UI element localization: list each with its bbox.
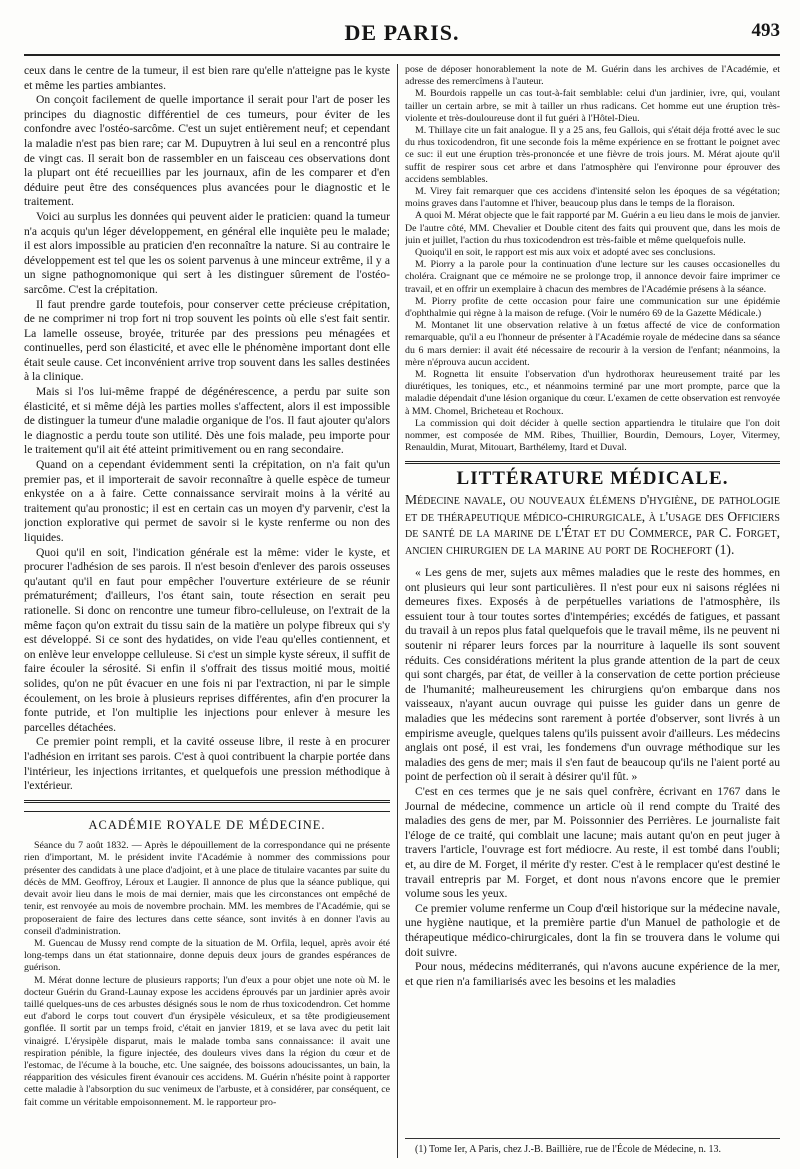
paragraph: Mais si l'os lui-même frappé de dégénérescence, a perdu par suite son élasticité, et si même déjà les parties molles s'affectent, alors il est impossible de distinguer la tumeur d'une maladie organique de l'os. Il faut ajouter qu'alors le diagnostic a perdu toute son utilité. Dès une fois malade, peu importe pour le traitement qu'il ait été atteint primitivement ou en rang secondaire.	[24, 385, 390, 457]
paragraph: Séance du 7 août 1832. — Après le dépouillement de la correspondance qui ne présente rien d'important, M. le président invite l'Académie à nommer des commissions pour présenter des candidats à une place d'adjoint, et à une place de titulaire vacantes par suite du décès de MM. Geoffroy, Léroux et Laugier. Il annonce de plus que la séance publique, qui devait avoir lieu dans le mois de mai dernier, mais que les circonstances ont empêché de tenir, est renvoyée au mois de novembre prochain. MM. les membres de l'Académie, qui se proposeraient de faire des lectures dans cette séance, sont invités à en donner l'avis au conseil d'administration.	[24, 840, 390, 937]
paragraph: Quoi qu'il en soit, l'indication générale est la même: vider le kyste, et procurer l'adhésion de ses parois. Il n'est besoin d'enlever des parois osseuses qu'autant qu'il en faut pour empêcher l'ouverture extérieure de se réunir prématurément; d'ailleurs, l'os étant sain, toute résection en serait peu rationelle. Si donc on rencontre une tumeur fibro-celluleuse, on l'extrait de la même façon qu'on extrait du tissu sain de la matière un polype fibreux qui s'y est développé. Si ce sont des hydatides, on vide l'eau qu'elles contiennent, et on enlève leur enveloppe celluleuse. Si c'est un simple kyste séreux, il suffit de faire écouler la sérosité. Si enfin il s'offrait des tissus moitié mous, moitié solides, qu'on ne pût évacuer en une fois ni par l'extraction, ni par le simple écoulement, on les broie à plusieurs reprises différentes, afin d'en procurer la fonte putride, et l'on multiplie les injections pour enlever à mesure les parcelles détachées.	[24, 545, 390, 734]
paragraph: Quand on a cependant évidemment senti la crépitation, on n'a fait qu'un premier pas, et il importerait de savoir reconnaître à quelle espèce de tumeur enkystée on a à faire. Cette connaissance servirait moins à la vérité au traitement qu'au pronostic; il est en certain cas un moyen d'y parvenir, c'est la jonction explorative qui permet de savoir si le kyste renferme ou non des liquides.	[24, 458, 390, 544]
paragraph: M. Piorry profite de cette occasion pour faire une communication sur une épidémie d'ophthalmie qui règne à la maison de refuge. (Voir le numéro 69 de la Gazette Médicale.)	[405, 295, 780, 320]
paragraph: Ce premier volume renferme un Coup d'œil historique sur la médecine navale, une hygiène nautique, et la première partie d'un Manuel de pathologie et de thérapeutique médico-chirurgicales, dont la fin se trouvera dans le volume qui doit suivre.	[405, 901, 780, 959]
page-header	[24, 10, 780, 56]
section-divider	[405, 461, 780, 464]
paragraph: La commission qui doit décider à quelle section appartiendra le titulaire que l'on doit nommer, est composée de MM. Ribes, Thuillier, Bourdin, Demours, Loyer, Vitermey, Renauldin, Murat, Mitouart, Barthélemy, Itard et Duval.	[405, 417, 780, 454]
paragraph: ceux dans le centre de la tumeur, il est bien rare qu'elle n'atteigne pas le kyste et même les parties ambiantes.	[24, 64, 390, 92]
paragraph: Il faut prendre garde toutefois, pour conserver cette précieuse crépitation, de ne comprimer ni trop fort ni trop souvent les points où elle s'est fait sentir. La lamelle osseuse, broyée, triturée par des pressions peu ménagées et continuelles, perd son élasticité, et avec elle le phénomène important dont elle était seule cause. Cet inconvénient arrive trop souvent dans les salles destinées à la clinique.	[24, 297, 390, 384]
section-divider	[24, 800, 390, 803]
paragraph: A quoi M. Mérat objecte que le fait rapporté par M. Guérin a eu lieu dans le mois de janvier. De l'autre côté, MM. Chevalier et Double citent des faits qui prouvent que, dans les mois de juin et juillet, l'action du rhus toxicodendron est très-faible et même quelquefois nulle.	[405, 210, 780, 246]
paragraph: M. Montanet lit une observation relative à un fœtus affecté de vice de conformation remarquable, qu'il a eu l'honneur de présenter à l'Académie royale de médecine dans sa séance du 6 mars dernier: il avait été nécessaire de recourir à la version de l'enfant; néanmoins, la mère n'éprouva aucun accident.	[405, 320, 780, 368]
academy-report-continued	[405, 64, 780, 455]
paragraph: On conçoit facilement de quelle importance il serait pour l'art de poser les principes du diagnostic différentiel de ces tumeurs, pour éviter de les confondre avec l'ostéo-sarcôme. C'est un sujet entièrement neuf; et cependant la maladie n'est pas bien rare; car M. Dupuytren à lui seul en a rencontré plus de vingt cas. Il serait bon de rassembler en un faisceau ces observations dont la plupart ont été recueillies par les journaux, afin de les comparer et d'en déduire peut être des conséquences plus avancées pour le diagnostic et le traitement.	[24, 93, 390, 209]
page-number: 493	[751, 20, 780, 41]
academy-report	[24, 840, 390, 1108]
paragraph: Voici au surplus les données qui peuvent aider le praticien: quand la tumeur n'a acquis qu'un léger développement, en général elle inquiète peu le malade; il est alors impossible au praticien d'en reconnaître la nature. Si au contraire le développement est tel que les os soient parvenus à une minceur extrême, il y a un signe pathognomonique qui sert à les distinguer sûrement de l'ostéo-sarcôme. C'est la crépitation.	[24, 209, 390, 296]
paragraph: C'est en ces termes que je ne sais quel confrère, écrivant en 1767 dans le Journal de médecine, commence un article où il rend compte du Traité des maladies des gens de mer, par M. Poissonnier des Perrières. Le journaliste fait l'éloge de ce traité, qui comblait une lacune; mais autant qu'on en peut juger à travers l'article, l'ouvrage est fort médiocre. Au reste, il est tombé dans l'oubli; et, au dire de M. Forget, il mérite d'y rester. C'est à le remplacer qu'est destiné le travail entrepris par M. Forget, et dont nous n'avons encore que le premier volume sous les yeux.	[405, 785, 780, 901]
paragraph: Pour nous, médecins méditerranés, qui n'avons aucune expérience de la mer, et que rien n'a familiarisés avec les besoins et les maladies	[405, 960, 780, 988]
column-rule	[397, 64, 398, 1158]
paragraph: M. Bourdois rappelle un cas tout-à-fait semblable: celui d'un jardinier, ivre, qui, voulant tailler un certain arbre, se mit à tailler un rhus radicans. Cet homme eut une éruption très-violente et très-douloureuse dont il fut guéri à l'Hôtel-Dieu.	[405, 88, 780, 124]
running-title: DE PARIS.	[344, 20, 460, 45]
paragraph: M. Guencau de Mussy rend compte de la situation de M. Orfila, lequel, après avoir été long-temps dans un état stationnaire, donne depuis deux jours de grandes espérances de guérison.	[24, 937, 390, 974]
paragraph: pose de déposer honorablement la note de M. Guérin dans les archives de l'Académie, et adresse des remercîmens à l'auteur.	[405, 64, 780, 88]
paragraph: « Les gens de mer, sujets aux mêmes maladies que le reste des hommes, en ont plusieurs qui leur sont particulières. Il n'est pour eux ni saisons réglées ni demeures fixes. Exposés à de perpétuelles variations de l'atmosphère, ils essuient tour à tour toutes sortes d'intempéries; excédés de fatigues, et passant du travail à un repos plus fatal quelquefois que le travail même, ils ne peuvent ni soutenir ni réparer leurs forces par la nourriture à laquelle ils sont souvent réduits. Ces considérations méritent la plus grande attention de la part de ceux qui sont chargés, par état, de veiller à la conservation de cette portion précieuse de l'humanité; malheureusement les chirurgiens qu'on embarque dans nos vaisseaux, n'ayant aucun ouvrage qui puisse les guider dans un genre de maladies que les médecins sont rarement à portée d'observer, sont livrés à un empirisme aveugle, quelques talens qu'ils puissent avoir d'ailleurs. Les médecins anglais ont posé, il est vrai, les fondemens d'un ouvrage méthodique sur les maladies des gens de mer; mais il s'en faut de beaucoup qu'ils ne l'aient porté au point de perfection où il serait à désirer qu'il fût. »	[405, 566, 780, 784]
literature-section-title: LITTÉRATURE MÉDICALE.	[456, 467, 729, 489]
paragraph: Quoiqu'il en soit, le rapport est mis aux voix et adopté avec ses conclusions.	[415, 247, 716, 259]
newspaper-page	[24, 10, 780, 1162]
right-column	[405, 64, 780, 1158]
footnote: (1) Tome Ier, A Paris, chez J.-B. Baillière, rue de l'École de Médecine, n. 13.	[405, 1138, 780, 1158]
right-column-body	[405, 64, 780, 1124]
paragraph: M. Thillaye cite un fait analogue. Il y a 25 ans, feu Gallois, qui s'était déja frotté avec le suc du rhus toxicodendron, fit une seconde fois la même expérience en se frottant le poignet avec ce suc: il eut une éruption très-prononcée et une fièvre de trois jours. M. Mérat ajoute qu'il suffit de respirer sous cet arbre et dans l'atmosphère qui l'environne pour éprouver des accidens semblables.	[405, 125, 780, 185]
paragraph: M. Virey fait remarquer que ces accidens d'intensité selon les époques de sa végétation; moins graves dans l'automne et l'hiver, beaucoup plus dans le temps de la floraison.	[405, 186, 780, 210]
columns	[24, 64, 780, 1158]
academy-section-title: ACADÉMIE ROYALE DE MÉDECINE.	[24, 811, 390, 833]
left-column	[24, 64, 390, 1158]
paragraph: M. Piorry a la parole pour la continuation d'une lecture sur les causes occasionelles du choléra. Craignant que ce mémoire ne se prolonge trop, il annonce devoir faire imprimer ce travail, et en offrir un exemplaire à chacun des membres de l'Académie présens à la séance.	[405, 259, 780, 295]
book-title: Médecine navale, ou nouveaux élémens d'hygiène, de pathologie et de thérapeutique médico-chirurgicale, à l'usage des Officiers de santé de la marine de l'État et du Commerce, par C. Forget, ancien chirurgien de la marine au port de Rochefort (1).	[405, 492, 780, 557]
review-body	[405, 566, 780, 989]
paragraph: M. Rognetta lit ensuite l'observation d'un hydrothorax heureusement traité par les diurétiques, les toniques, etc., et néanmoins terminé par une mort prompte, parce que la maladie dépendait d'une lésion organique du cœur. L'examen de cette observation est renvoyée à MM. Chomel, Bricheteau et Rochoux.	[405, 369, 780, 417]
paragraph: M. Mérat donne lecture de plusieurs rapports; l'un d'eux a pour objet une note où M. le docteur Guérin du Grand-Launay expose les accidens éprouvés par un jardinier après avoir taillé quelques-uns de ces arbustes désignés sous le nom de rhus toxicodendron. Cet homme eut d'abord le corps tout couvert d'un érysipèle vésiculeux, et sa tête prodigieusement gonflée. Il sortit par un temps froid, c'était en janvier 1819, et se lava avec du petit lait vinaigré. L'érysipèle disparut, mais le malade tomba sans connaissance: il avait une respiration pénible, la figure injectée, des douleurs vives dans la région du cœur et de l'estomac, de l'écume à la bouche, etc. Une saignée, des boissons adoucissantes, un bain, la réapparition des vésicules firent évanouir ces accidens. M. Guérin n'hésite point à rapporter cette maladie à l'absorption du suc venimeux de l'arbuste, et à considérer, par conséquent, ce fait comme un véritable empoisonnement. M. le rapporteur pro-	[24, 974, 390, 1108]
paragraph: Ce premier point rempli, et la cavité osseuse libre, il reste à en procurer l'adhésion en irritant ses parois. C'est à quoi contribuent la charpie portée dans l'intérieur, les injections irritantes, et quelquefois une pression méthodique à l'extérieur.	[24, 735, 390, 793]
